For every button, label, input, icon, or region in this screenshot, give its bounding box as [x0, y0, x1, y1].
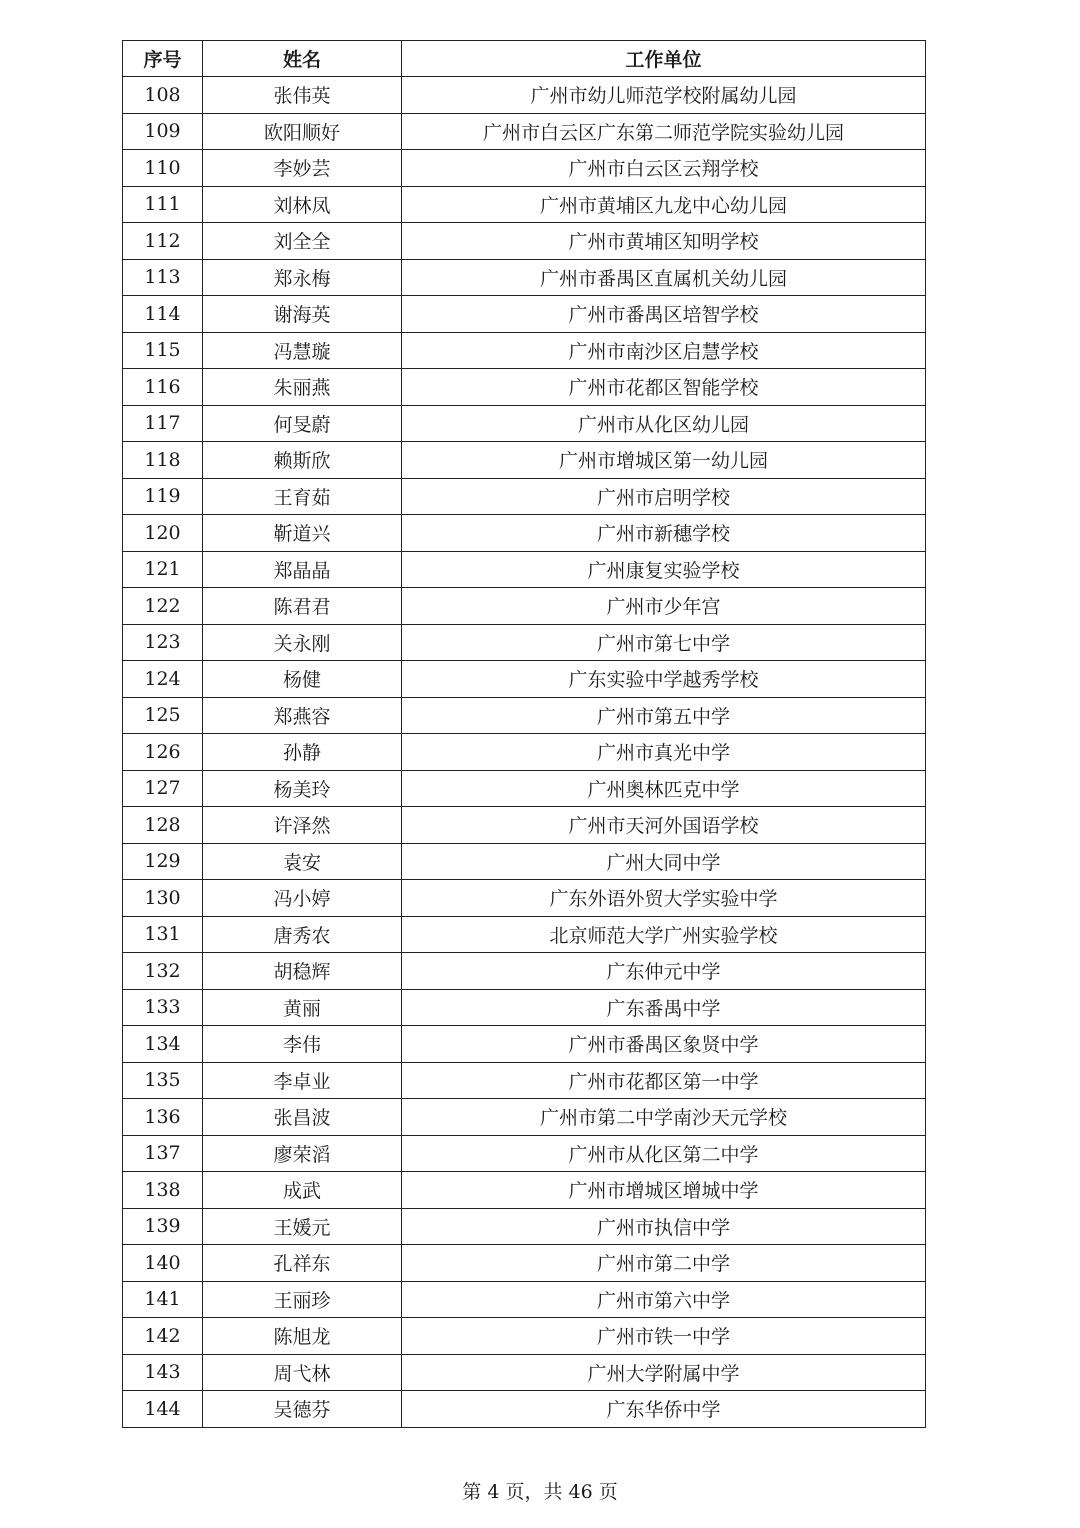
cell-name: 唐秀农 — [203, 916, 402, 953]
cell-name: 刘全全 — [203, 223, 402, 260]
cell-work-unit: 广州市启明学校 — [402, 478, 926, 515]
cell-serial-number: 132 — [123, 953, 203, 990]
table-row — [123, 1062, 926, 1099]
cell-work-unit: 广州市幼儿师范学校附属幼儿园 — [402, 77, 926, 114]
table-row — [123, 770, 926, 807]
cell-serial-number: 144 — [123, 1391, 203, 1428]
cell-serial-number: 136 — [123, 1099, 203, 1136]
cell-name: 李卓业 — [203, 1062, 402, 1099]
cell-work-unit: 广州市增城区第一幼儿园 — [402, 442, 926, 479]
cell-serial-number: 140 — [123, 1245, 203, 1282]
cell-name: 王媛元 — [203, 1208, 402, 1245]
table-row — [123, 807, 926, 844]
table-row — [123, 1135, 926, 1172]
cell-work-unit: 广州市第七中学 — [402, 624, 926, 661]
cell-serial-number: 121 — [123, 551, 203, 588]
table-row — [123, 1245, 926, 1282]
cell-serial-number: 129 — [123, 843, 203, 880]
cell-serial-number: 114 — [123, 296, 203, 333]
cell-serial-number: 110 — [123, 150, 203, 187]
cell-name: 许泽然 — [203, 807, 402, 844]
cell-work-unit: 广州市第五中学 — [402, 697, 926, 734]
cell-name: 陈君君 — [203, 588, 402, 625]
cell-serial-number: 108 — [123, 77, 203, 114]
cell-work-unit: 广州市番禺区直属机关幼儿园 — [402, 259, 926, 296]
cell-name: 李伟 — [203, 1026, 402, 1063]
header-name: 姓名 — [203, 41, 402, 77]
cell-serial-number: 130 — [123, 880, 203, 917]
table-row — [123, 223, 926, 260]
table-row — [123, 515, 926, 552]
table-row — [123, 1099, 926, 1136]
cell-work-unit: 广州市新穗学校 — [402, 515, 926, 552]
cell-work-unit: 广州市黄埔区九龙中心幼儿园 — [402, 186, 926, 223]
cell-work-unit: 广州市番禺区培智学校 — [402, 296, 926, 333]
cell-serial-number: 118 — [123, 442, 203, 479]
cell-work-unit: 广东仲元中学 — [402, 953, 926, 990]
table-row — [123, 478, 926, 515]
table-row — [123, 1354, 926, 1391]
cell-work-unit: 广州市白云区云翔学校 — [402, 150, 926, 187]
cell-work-unit: 广州市增城区增城中学 — [402, 1172, 926, 1209]
cell-name: 成武 — [203, 1172, 402, 1209]
cell-serial-number: 126 — [123, 734, 203, 771]
cell-name: 冯慧璇 — [203, 332, 402, 369]
cell-work-unit: 广州大同中学 — [402, 843, 926, 880]
table-row — [123, 150, 926, 187]
cell-name: 何旻蔚 — [203, 405, 402, 442]
cell-name: 杨美玲 — [203, 770, 402, 807]
cell-work-unit: 广东华侨中学 — [402, 1391, 926, 1428]
cell-work-unit: 广州市第六中学 — [402, 1281, 926, 1318]
award-list-table — [122, 40, 926, 1428]
header-work-unit: 工作单位 — [402, 41, 926, 77]
table-row — [123, 405, 926, 442]
cell-serial-number: 138 — [123, 1172, 203, 1209]
table-row — [123, 1172, 926, 1209]
cell-work-unit: 广州市少年宫 — [402, 588, 926, 625]
cell-serial-number: 133 — [123, 989, 203, 1026]
cell-name: 孙静 — [203, 734, 402, 771]
table-row — [123, 77, 926, 114]
cell-work-unit: 广州市黄埔区知明学校 — [402, 223, 926, 260]
cell-name: 胡稳辉 — [203, 953, 402, 990]
table-header-row — [123, 41, 926, 77]
cell-work-unit: 广州市番禺区象贤中学 — [402, 1026, 926, 1063]
cell-name: 朱丽燕 — [203, 369, 402, 406]
table-row — [123, 369, 926, 406]
cell-serial-number: 143 — [123, 1354, 203, 1391]
cell-name: 郑燕容 — [203, 697, 402, 734]
cell-name: 关永刚 — [203, 624, 402, 661]
table-row — [123, 259, 926, 296]
cell-work-unit: 广州市真光中学 — [402, 734, 926, 771]
cell-work-unit: 广州市白云区广东第二师范学院实验幼儿园 — [402, 113, 926, 150]
cell-work-unit: 广州市第二中学 — [402, 1245, 926, 1282]
cell-serial-number: 124 — [123, 661, 203, 698]
cell-serial-number: 131 — [123, 916, 203, 953]
table-row — [123, 296, 926, 333]
cell-name: 靳道兴 — [203, 515, 402, 552]
cell-work-unit: 广州市花都区智能学校 — [402, 369, 926, 406]
cell-name: 黄丽 — [203, 989, 402, 1026]
header-serial-number: 序号 — [123, 41, 203, 77]
cell-serial-number: 109 — [123, 113, 203, 150]
cell-work-unit: 广州奥林匹克中学 — [402, 770, 926, 807]
cell-name: 孔祥东 — [203, 1245, 402, 1282]
table-row — [123, 113, 926, 150]
cell-serial-number: 137 — [123, 1135, 203, 1172]
cell-serial-number: 123 — [123, 624, 203, 661]
table-row — [123, 1208, 926, 1245]
cell-name: 王育茹 — [203, 478, 402, 515]
table-row — [123, 953, 926, 990]
table-row — [123, 442, 926, 479]
cell-name: 杨健 — [203, 661, 402, 698]
cell-name: 陈旭龙 — [203, 1318, 402, 1355]
cell-work-unit: 广州市天河外国语学校 — [402, 807, 926, 844]
cell-serial-number: 135 — [123, 1062, 203, 1099]
cell-name: 袁安 — [203, 843, 402, 880]
cell-serial-number: 134 — [123, 1026, 203, 1063]
table-row — [123, 588, 926, 625]
cell-serial-number: 142 — [123, 1318, 203, 1355]
cell-name: 廖荣滔 — [203, 1135, 402, 1172]
cell-name: 郑永梅 — [203, 259, 402, 296]
cell-serial-number: 127 — [123, 770, 203, 807]
table-row — [123, 880, 926, 917]
table-row — [123, 1391, 926, 1428]
cell-serial-number: 113 — [123, 259, 203, 296]
cell-serial-number: 125 — [123, 697, 203, 734]
cell-work-unit: 广州市执信中学 — [402, 1208, 926, 1245]
cell-work-unit: 广州市铁一中学 — [402, 1318, 926, 1355]
cell-name: 冯小婷 — [203, 880, 402, 917]
cell-serial-number: 128 — [123, 807, 203, 844]
cell-work-unit: 北京师范大学广州实验学校 — [402, 916, 926, 953]
page-number: 第 4 页，共 46 页 — [462, 1481, 618, 1503]
table-row — [123, 734, 926, 771]
cell-serial-number: 115 — [123, 332, 203, 369]
table-row — [123, 624, 926, 661]
cell-work-unit: 广州市从化区幼儿园 — [402, 405, 926, 442]
table-body — [123, 77, 926, 1428]
cell-serial-number: 120 — [123, 515, 203, 552]
cell-work-unit: 广东实验中学越秀学校 — [402, 661, 926, 698]
table-row — [123, 1318, 926, 1355]
cell-work-unit: 广州大学附属中学 — [402, 1354, 926, 1391]
table-row — [123, 551, 926, 588]
cell-name: 周弋林 — [203, 1354, 402, 1391]
cell-name: 刘林凤 — [203, 186, 402, 223]
table-row — [123, 186, 926, 223]
table-row — [123, 661, 926, 698]
cell-serial-number: 122 — [123, 588, 203, 625]
cell-name: 欧阳顺好 — [203, 113, 402, 150]
table-row — [123, 697, 926, 734]
cell-work-unit: 广州市南沙区启慧学校 — [402, 332, 926, 369]
cell-serial-number: 116 — [123, 369, 203, 406]
cell-serial-number: 141 — [123, 1281, 203, 1318]
cell-serial-number: 112 — [123, 223, 203, 260]
cell-name: 张昌波 — [203, 1099, 402, 1136]
cell-name: 谢海英 — [203, 296, 402, 333]
cell-name: 张伟英 — [203, 77, 402, 114]
table-row — [123, 1026, 926, 1063]
table-row — [123, 989, 926, 1026]
cell-name: 王丽珍 — [203, 1281, 402, 1318]
cell-name: 郑晶晶 — [203, 551, 402, 588]
cell-work-unit: 广州市花都区第一中学 — [402, 1062, 926, 1099]
cell-work-unit: 广州市第二中学南沙天元学校 — [402, 1099, 926, 1136]
cell-serial-number: 111 — [123, 186, 203, 223]
cell-work-unit: 广州康复实验学校 — [402, 551, 926, 588]
cell-serial-number: 119 — [123, 478, 203, 515]
table-row — [123, 843, 926, 880]
cell-name: 李妙芸 — [203, 150, 402, 187]
cell-name: 吴德芬 — [203, 1391, 402, 1428]
cell-work-unit: 广州市从化区第二中学 — [402, 1135, 926, 1172]
table-row — [123, 916, 926, 953]
table-row — [123, 1281, 926, 1318]
cell-work-unit: 广东番禺中学 — [402, 989, 926, 1026]
cell-serial-number: 139 — [123, 1208, 203, 1245]
cell-name: 赖斯欣 — [203, 442, 402, 479]
table-row — [123, 332, 926, 369]
cell-work-unit: 广东外语外贸大学实验中学 — [402, 880, 926, 917]
cell-serial-number: 117 — [123, 405, 203, 442]
